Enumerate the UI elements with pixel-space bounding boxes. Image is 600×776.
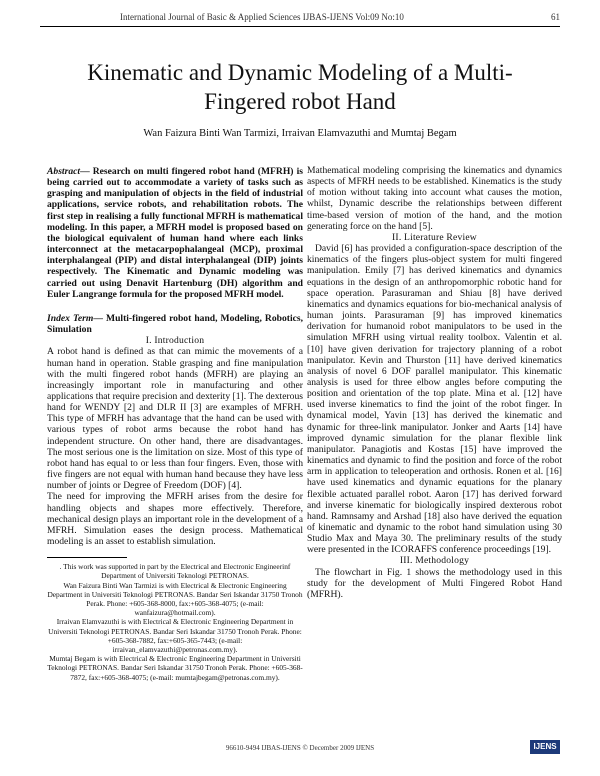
intro-paragraph-2: The need for improving the MFRH arises from the desire for handling objects and shapes more effectively. Therefore, mechanical design plays an important role in the development of a MFRH. Simulation eases the design process. Mathematical modeling is an asset to establish simulation. [47,491,303,547]
footnote: . This work was supported in part by the Electrical and Electronic Engineerinf Department of Universiti Teknologi PETRONAS. [59,562,291,581]
section-heading-literature-review: II. Literature Review [392,231,477,243]
footnote: Mumtaj Begam is with Electrical & Electronic Engineering Department in Universiti Teknologi PETRONAS. Bandar Seri Iskandar 31750 Tronoh Perak. Phone: +605-368-7872, fax:+605-368-4075; (e-mail: mumtajbegam@petronas.com.my). [47,654,303,682]
footnote-rule [47,557,127,558]
footnote: Wan Faizura Binti Wan Tarmizi is with Electrical & Electronic Engineering Department in Universiti Teknologi PETRONAS. Bandar Seri Iskandar 31750 Tronoh Perak. Phone: +605-368-8000, fax:+605-368-4075; (e-mail: wanfaizura@hotmail.com). [47,580,303,618]
footnote: Irraivan Elamvazuthi is with Electrical & Electronic Engineering Department in Universiti Teknologi PETRONAS. Bandar Seri Iskandar 31750 Tronoh Perak. Phone: +605-368-7882, fax:+605-365-7443; (e-mail: irraivan_elamvazuthi@petronas.com.my). [48,617,302,654]
index-terms-text: — Multi-fingered robot hand, Modeling, Robotics, Simulation [47,312,303,336]
page-number: 61 [551,12,560,22]
methodology-text: The flowchart in Fig. 1 shows the methodology used in this study for the development of Multi Fingered Robot Hand (MFRH). [307,566,562,600]
literature-review-text: David [6] has provided a configuration-space description of the kinematics of the fingers plus-object system for multi fingered manipulation. Emily [7] has derived kinematics and dynamics equations in the design of an anthropomorphic robotic hand for space operation. Parasuraman and Shiau [8] have derived kinematics and dynamics equations for bio-mechanical analysis of human joints. Parasuraman [9] has improved kinematics derivation for humanoid robot manipulators to be used in the simulation MFRH using virtual reality toolbox. Valentin et al. [10] have given derivation for trajectory planning of a robot manipulator. Kevin and Thurston [11] have derived kinematics analysis of novel 6 DOF parallel manipulator. This kinematic analysis is used for three elbow angles before computing the position and orientation of the top plate. Mina et al. [12] have used inverse kinematics to find the joint of the robot finger. In dynamical model, Yavin [13] has derived the kinematic and dynamic for three-link manipulator. Jonker and Aarts [14] have improved dynamic simulation for the planar flexible link manipulator. Panagiotis and Kostas [15] have improved the kinematics and dynamic to find the position and force of the robot arm in application to teleoperation and orthosis. Ronen et al. [16] have used kinematics and dynamic equations for the planary flexible actuated parallel robot. Aaron [17] has derived forward and inverse kinematic for biologically inspired dexterous robot hand. Ramnsamy and Arshad [18] also have derived the equation of kinematic and dynamic to the robot hand simulation using 30 Studio Max and Maya 30. The preliminary results of the study were presented in the ICORAFFS conference proceedings [19]. [307,243,562,556]
section-heading-methodology: III. Methodology [399,555,470,567]
index-terms [47,313,303,335]
header-rule [40,26,560,27]
journal-title: International Journal of Basic & Applied Sciences IJBAS-IJENS Vol:09 No:10 [120,12,404,22]
page-footer: 96610-9494 IJBAS-IJENS © December 2009 IJENS [225,744,375,752]
right-column [307,165,562,600]
footnotes [47,562,303,682]
abstract-text: — Research on multi fingered robot hand (MFRH) is being carried out to accommodate a variety of tasks such as grasping and manipulation of objects in the field of industrial applications, service robots, and rehabilitation robots. The first step in realising a fully functional MFRH is mathematical modeling. In this paper, a MFRH model is proposed based on the biological equivalent of human hand where each links interconnect at the metacarpophalangeal (MCP), proximal interphalangeal (PIP) and distal interphalangeal (DIP) joints respectively. The Kinematic and Dynamic modeling was carried out using Denavit Hartenburg (DH) algorithm and Euler Langrange formula for the proposed MFRH model. [47,166,303,300]
index-terms-label: Index Term [47,312,94,324]
left-column [47,166,303,682]
authors: Wan Faizura Binti Wan Tarmizi, Irraivan Elamvazuthi and Mumtaj Begam [143,128,457,139]
paper-title: Kinematic and Dynamic Modeling of a Multi-Fingered robot Hand [87,60,513,114]
intro-paragraph-1: A robot hand is defined as that can mimic the movements of a human hand in operation. Stable grasping and fine manipulation with the multi fingered robot hands (MFRH) are playing an increasingly important role in manufacturing and other applications that require precision and dexterity [1]. The dexterous hand for WENDY [2] and DLR II [3] are examples of MFRH. This type of MFRH has advantage that the hand can be used with various types of robot arms because the robot hand has independent structure. On other hand, there are disadvantages. The most serious one is the limitation on size. Most of this type of robot hand has equal to or less than four fingers. Even, those with five fingers are not equal with human hand because they have less number of joints or Degree of Freedom (DOF) [4]. [47,346,303,492]
section-heading-introduction: I. Introduction [145,335,205,347]
ijens-logo: IJENS [530,740,560,754]
abstract [47,166,303,300]
abstract-label: Abstract [47,166,81,177]
intro-paragraph-3: Mathematical modeling comprising the kinematics and dynamics aspects of MFRH needs to be established. Kinematics is the study of motion without taking into account what causes the motion, whilst, Dynamic describe the relationships between different time-based version of motion of the hand, and the motion generating force on the hand [5]. [307,165,562,232]
